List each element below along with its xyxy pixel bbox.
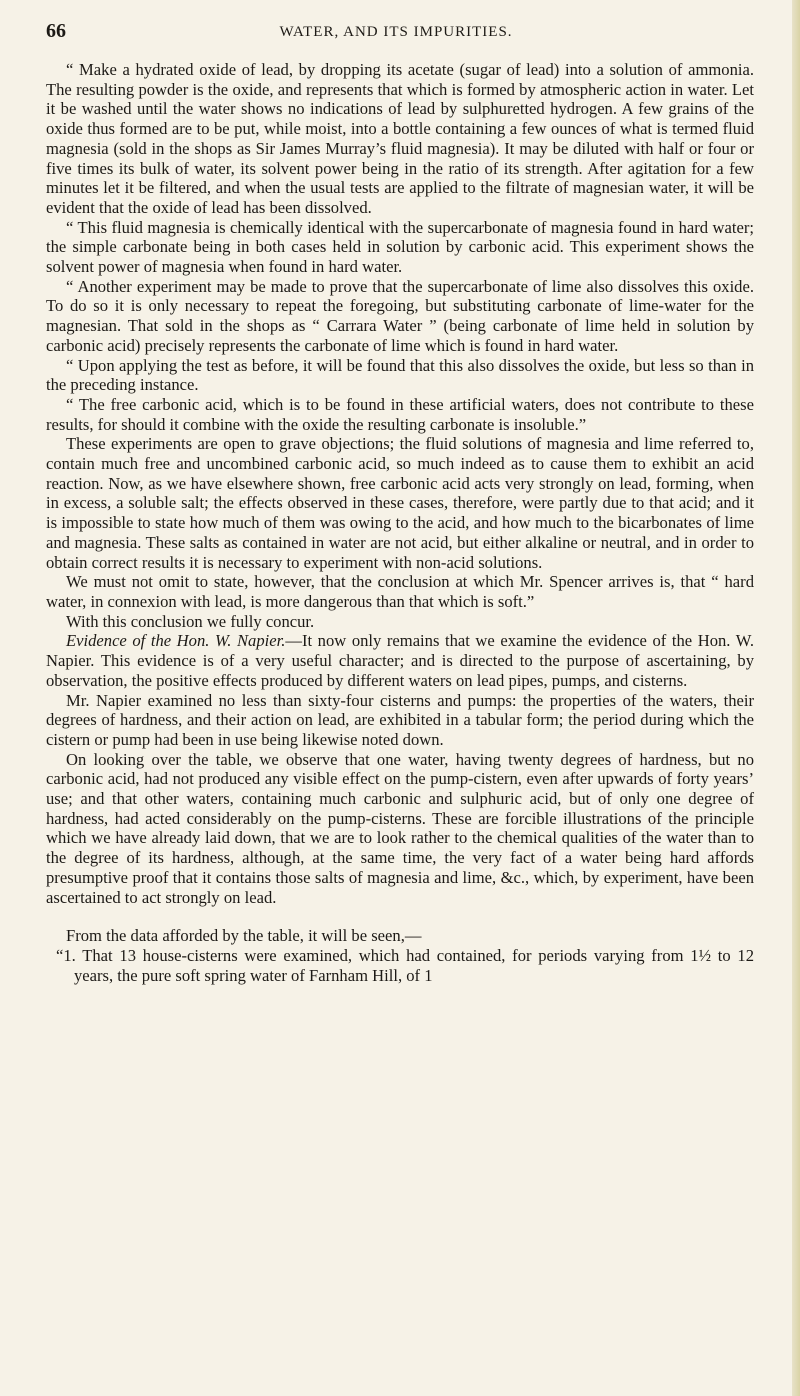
paragraph-napier-evidence [46,631,754,690]
body-text [46,60,754,985]
list-item-1: “1. That 13 house-cisterns were examined, which had contained, for periods varying from 1½ to 12 years, the pure soft spring water of Farnham Hill, of 1 [56,945,754,985]
page-header [46,20,746,46]
paragraph-napier-examined: Mr. Napier examined no less than sixty-four cisterns and pumps: the properties of the waters, their degrees of hardness, and their action on lead, are exhibited in a tabular form; the period during which the cistern or pump had been in use being likewise noted down. [46,690,754,749]
paragraph-from-data: From the data afforded by the table, it will be seen,— [66,926,422,946]
paragraph-free-carbonic-acid: “ The free carbonic acid, which is to be found in these artificial waters, does not contribute to these results, for should it combine with the oxide the resulting carbonate is insoluble.” [46,394,754,434]
paragraph-looking-over-table: On looking over the table, we observe that one water, having twenty degrees of hardness, but no carbonic acid, had not produced any visible effect on the pump-cistern, even after upwards of forty years’ use; and that other waters, containing much carbonic and sulphuric acid, but of only one degree of hardness, had acted considerably on the pump-cisterns. These are forcible illustrations of the principle which we have already laid down, that we are to look rather to the chemical qualities of the water than to the degree of its hardness, although, at the same time, the very fact of a water being hard affords presumptive proof that it contains those salts of magnesia and lime, &c., which, by experiment, have been ascertained to act strongly on lead. [46,749,754,907]
napier-text: —It now only remains that we examine the evidence of the Hon. W. Napier. This evidence is of a very useful character; and is directed to the purpose of ascertaining, by observation, the positive effects produced by different waters on lead pipes, pumps, and cisterns. [46,631,754,690]
paragraph-hydrated-oxide: “ Make a hydrated oxide of lead, by dropping its acetate (sugar of lead) into a solution of ammonia. The resulting powder is the oxide, and represents that which is formed by atmospheric action in water. Let it be washed until the water shows no indications of lead by sulphuretted hydrogen. A few grains of the oxide thus formed are to be put, while moist, into a bottle containing a few ounces of what is termed fluid magnesia (sold in the shops as Sir James Murray’s fluid magnesia). It may be diluted with half or four or five times its bulk of water, its solvent power being in the ratio of its strength. After agitation for a few minutes let it be filtered, and when the usual tests are applied to the filtrate of magnesian water, it will be evident that the oxide of lead has been dissolved. [46,60,754,217]
running-title: WATER, AND ITS IMPURITIES. [279,24,513,40]
page-number: 66 [46,20,66,42]
paragraph-upon-applying: “ Upon applying the test as before, it will be found that this also dissolves the oxide, but less so than in the preceding instance. [46,355,754,395]
paragraph-another-experiment: “ Another experiment may be made to prove that the supercarbonate of lime also dissolves this oxide. To do so it is only necessary to repeat the foregoing, but substituting carbonate of lime-water for the magnesian. That sold in the shops as “ Carrara Water ” (being carbonate of lime held in solution by carbonic acid) precisely represents the carbonate of lime which is found in hard water. [46,276,754,355]
page-edge [792,0,800,1396]
paragraph-objections: These experiments are open to grave objections; the fluid solutions of magnesia and lime referred to, contain much free and uncombined carbonic acid, so much indeed as to cause them to exhibit an acid reaction. Now, as we have elsewhere shown, free carbonic acid acts very strongly on lead, forming, when in excess, a soluble salt; the effects observed in these cases, therefore, were partly due to that acid; and it is impossible to state how much of them was owing to the acid, and how much to the bicarbonates of lime and magnesia. These salts as contained in water are not acid, but either alkaline or neutral, and in order to obtain correct results it is necessary to experiment with non-acid solutions. [46,434,754,572]
paragraph-concur: With this conclusion we fully concur. [66,611,315,631]
paragraph-fluid-magnesia: “ This fluid magnesia is chemically identical with the supercarbonate of magnesia found in hard water; the simple carbonate being in both cases held in solution by carbonic acid. This experiment shows the solvent power of magnesia when found in hard water. [46,217,754,277]
paragraph-spencer-conclusion: We must not omit to state, however, that the conclusion at which Mr. Spencer arrives is, that “ hard water, in connexion with lead, is more dangerous than that which is soft.” [46,572,754,611]
napier-heading: Evidence of the Hon. W. Napier. [66,631,286,651]
